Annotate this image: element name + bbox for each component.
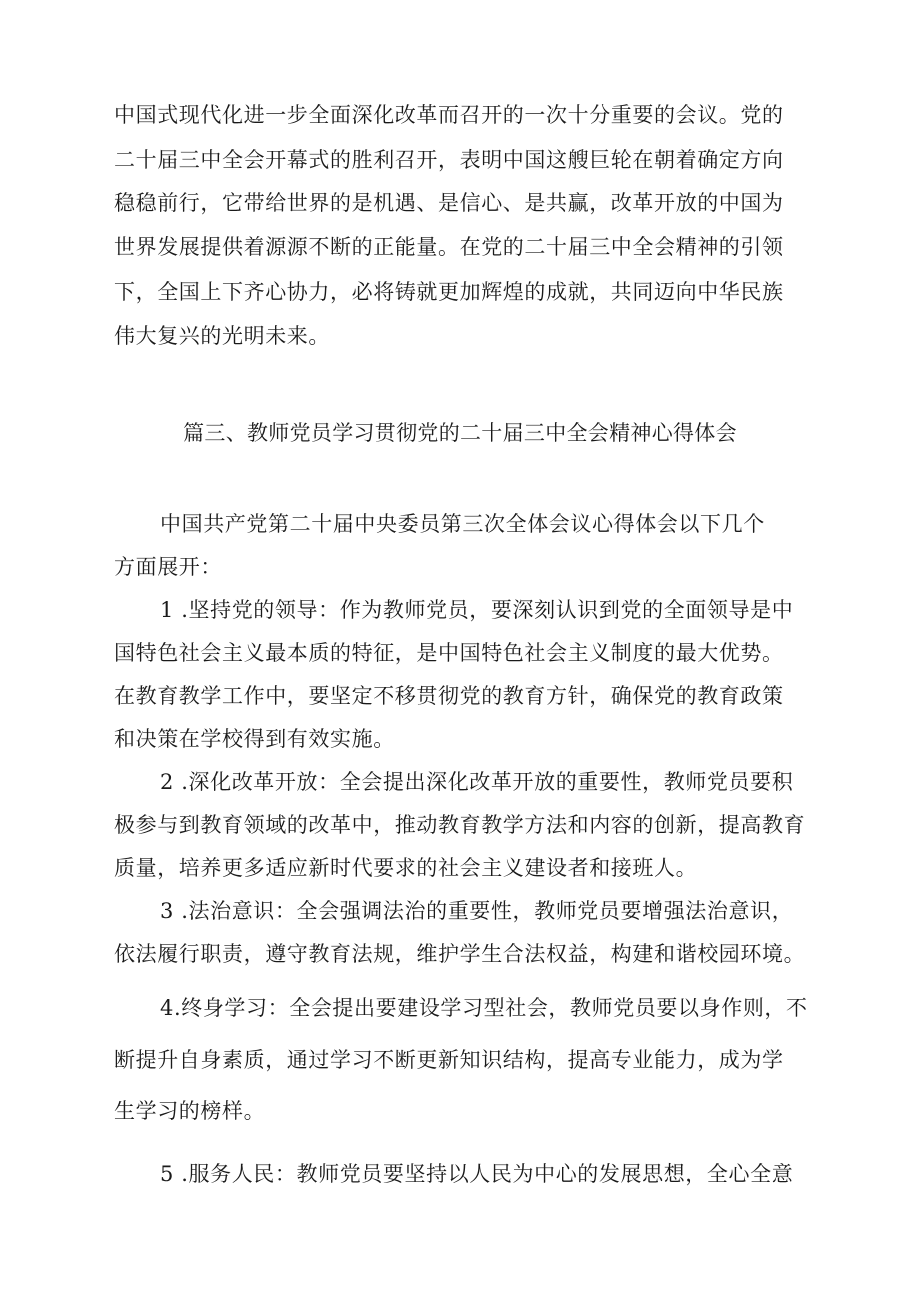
intro-line: 稳稳前行，它带给世界的是机遇、是信心、是共赢，改革开放的中国为 bbox=[114, 191, 784, 215]
point-1-line: 和决策在学校得到有效实施。 bbox=[114, 727, 395, 751]
point-4-line: 4.终身学习：全会提出要建设学习型社会，教师党员要以身作则，不 bbox=[160, 996, 808, 1020]
point-1-line: 国特色社会主义最本质的特征，是中国特色社会主义制度的最大优势。 bbox=[114, 641, 784, 665]
intro-line: 世界发展提供着源源不断的正能量。在党的二十届三中全会精神的引领 bbox=[114, 235, 784, 259]
intro-line: 下，全国上下齐心协力，必将铸就更加辉煌的成就，共同迈向中华民族 bbox=[114, 280, 784, 304]
opening-line: 中国共产党第二十届中央委员第三次全体会议心得体会以下几个 bbox=[160, 512, 765, 536]
point-1-line: 1 .坚持党的领导：作为教师党员，要深刻认识到党的全面领导是中 bbox=[160, 598, 794, 622]
section-title: 篇三、教师党员学习贯彻党的二十届三中全会精神心得体会 bbox=[183, 421, 737, 445]
point-3-line: 3 .法治意识：全会强调法治的重要性，教师党员要增强法治意识， bbox=[160, 899, 794, 923]
intro-line: 伟大复兴的光明未来。 bbox=[114, 324, 330, 348]
point-4-line: 生学习的榜样。 bbox=[114, 1099, 266, 1123]
point-2-line: 质量，培养更多适应新时代要求的社会主义建设者和接班人。 bbox=[114, 856, 698, 880]
point-3-line: 依法履行职责，遵守教育法规，维护学生合法权益，构建和谐校园环境。 bbox=[114, 942, 806, 966]
intro-line: 二十届三中全会开幕式的胜利召开，表明中国这艘巨轮在朝着确定方向 bbox=[114, 148, 784, 172]
point-5-line: 5 .服务人民：教师党员要坚持以人民为中心的发展思想，全心全意 bbox=[160, 1162, 794, 1186]
point-4-line: 断提升自身素质，通过学习不断更新知识结构，提高专业能力，成为学 bbox=[114, 1048, 784, 1072]
point-2-line: 极参与到教育领域的改革中，推动教育教学方法和内容的创新，提高教育 bbox=[114, 813, 806, 837]
opening-line: 方面展开： bbox=[114, 555, 222, 579]
point-2-line: 2 .深化改革开放：全会提出深化改革开放的重要性，教师党员要积 bbox=[160, 770, 794, 794]
point-1-line: 在教育教学工作中，要坚定不移贯彻党的教育方针，确保党的教育政策 bbox=[114, 684, 784, 708]
intro-line: 中国式现代化进一步全面深化改革而召开的一次十分重要的会议。党的 bbox=[114, 103, 784, 127]
